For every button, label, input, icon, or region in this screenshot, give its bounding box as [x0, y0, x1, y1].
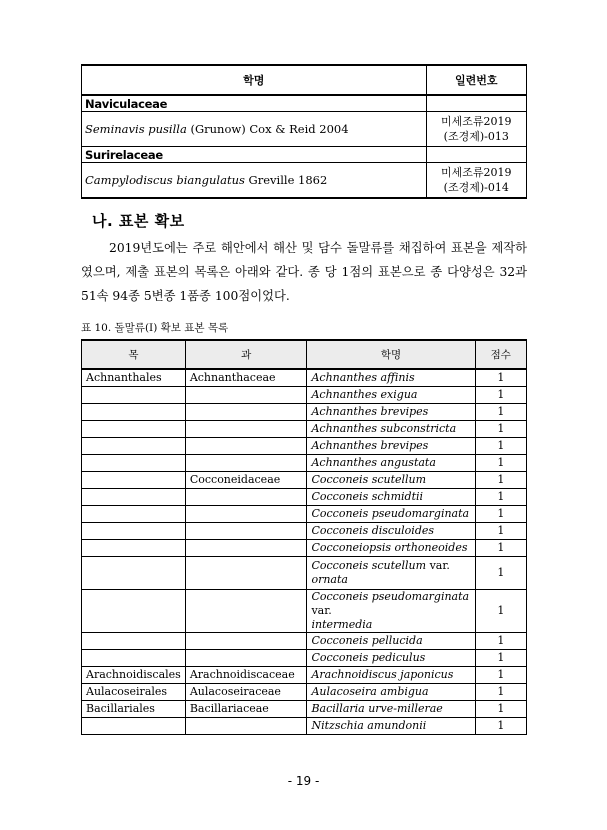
order-cell [82, 455, 186, 472]
count-cell: 1 [475, 369, 526, 387]
serial-number [426, 112, 526, 147]
species-row [82, 163, 527, 199]
table-row [82, 387, 527, 404]
count-cell: 1 [475, 557, 526, 590]
header-scientific-name: 학명 [307, 340, 475, 369]
section-paragraph [81, 236, 527, 308]
count-cell: 1 [475, 387, 526, 404]
scientific-name-cell [307, 369, 475, 387]
species-serial-table [81, 64, 527, 199]
species-author: (Grunow) Cox & Reid 2004 [186, 122, 349, 136]
header-order: 목 [82, 340, 186, 369]
table-row [82, 650, 527, 667]
scientific-name: Achnanthes brevipes [311, 405, 429, 418]
family-cell [185, 387, 307, 404]
variety-label: var. [429, 559, 450, 572]
scientific-name: Cocconeis pseudomarginata [311, 590, 470, 603]
scientific-name: Nitzschia amundonii [311, 719, 427, 732]
order-cell: Arachnoidiscales [82, 667, 186, 684]
paragraph-text: 2019년도에는 주로 해안에서 해산 및 담수 돌말류를 채집하여 표본을 제작하였으며, 제출 표본의 목록은 아래와 같다. 종 당 1점의 표본으로 종 다양성은 32과 51속 94종 5변종 1품종 100점이었다. [81, 241, 527, 303]
scientific-name-cell [307, 667, 475, 684]
serial-line-1: 미세조류2019 [441, 115, 512, 128]
scientific-name-cell [307, 718, 475, 735]
scientific-name: Achnanthes exigua [311, 388, 418, 401]
family-cell [185, 650, 307, 667]
family-cell [185, 523, 307, 540]
order-cell [82, 438, 186, 455]
scientific-name-cell [307, 489, 475, 506]
header-count: 점수 [475, 340, 526, 369]
order-cell [82, 472, 186, 489]
count-cell: 1 [475, 421, 526, 438]
table-row [82, 438, 527, 455]
species-name [82, 163, 427, 199]
table-caption: 표 10. 돌말류(Ⅰ) 확보 표본 목록 [81, 322, 229, 334]
family-cell [185, 489, 307, 506]
count-cell: 1 [475, 718, 526, 735]
order-cell: Bacillariales [82, 701, 186, 718]
scientific-name: Cocconeis disculoides [311, 524, 435, 537]
table-row [82, 557, 527, 590]
variety-name: intermedia [311, 618, 373, 631]
scientific-name-cell [307, 633, 475, 650]
table-row [82, 667, 527, 684]
family-cell: Achnanthaceae [185, 369, 307, 387]
scientific-name-cell [307, 684, 475, 701]
scientific-name-cell [307, 557, 475, 590]
table-row [82, 684, 527, 701]
scientific-name-cell [307, 590, 475, 633]
count-cell: 1 [475, 701, 526, 718]
order-cell: Achnanthales [82, 369, 186, 387]
scientific-name: Achnanthes subconstricta [311, 422, 457, 435]
count-cell: 1 [475, 523, 526, 540]
scientific-name-cell [307, 523, 475, 540]
specimen-list-body [82, 369, 527, 735]
family-cell: Cocconeidaceae [185, 472, 307, 489]
variety-label: var. [311, 604, 332, 617]
table-row [82, 472, 527, 489]
family-cell: Bacillariaceae [185, 701, 307, 718]
family-cell [185, 540, 307, 557]
species-italic: Seminavis pusilla [85, 122, 187, 136]
count-cell: 1 [475, 633, 526, 650]
scientific-name-cell [307, 455, 475, 472]
species-italic: Campylodiscus biangulatus [85, 173, 245, 187]
order-cell [82, 540, 186, 557]
serial-line-1: 미세조류2019 [441, 166, 512, 179]
scientific-name: Cocconeiopsis orthoneoides [311, 541, 468, 554]
scientific-name: Aulacoseira ambigua [311, 685, 429, 698]
count-cell: 1 [475, 472, 526, 489]
scientific-name-cell [307, 387, 475, 404]
empty-cell [426, 147, 526, 163]
scientific-name-cell [307, 701, 475, 718]
family-cell [185, 718, 307, 735]
count-cell: 1 [475, 455, 526, 472]
scientific-name-cell [307, 472, 475, 489]
table-row [82, 369, 527, 387]
scientific-name-cell [307, 540, 475, 557]
scientific-name: Achnanthes angustata [311, 456, 436, 469]
order-cell [82, 590, 186, 633]
order-cell [82, 506, 186, 523]
family-cell [185, 404, 307, 421]
order-cell [82, 633, 186, 650]
table-row [82, 404, 527, 421]
table-row [82, 590, 527, 633]
species-name [82, 112, 427, 147]
count-cell: 1 [475, 667, 526, 684]
order-cell [82, 718, 186, 735]
section-title: 나. 표본 확보 [92, 212, 185, 230]
family-cell [185, 438, 307, 455]
family-row [82, 147, 527, 163]
species-row [82, 112, 527, 147]
scientific-name: Achnanthes brevipes [311, 439, 429, 452]
count-cell: 1 [475, 684, 526, 701]
scientific-name: Cocconeis pediculus [311, 651, 426, 664]
order-cell [82, 404, 186, 421]
count-cell: 1 [475, 540, 526, 557]
variety-name: ornata [311, 573, 348, 586]
table-row [82, 506, 527, 523]
order-cell [82, 421, 186, 438]
table-row [82, 718, 527, 735]
scientific-name-cell [307, 421, 475, 438]
table-row [82, 523, 527, 540]
serial-line-2: (조경제)-014 [443, 181, 509, 194]
order-cell [82, 557, 186, 590]
count-cell: 1 [475, 489, 526, 506]
family-cell: Aulacoseiraceae [185, 684, 307, 701]
count-cell: 1 [475, 590, 526, 633]
order-cell [82, 387, 186, 404]
scientific-name: Cocconeis pellucida [311, 634, 423, 647]
count-cell: 1 [475, 506, 526, 523]
scientific-name: Cocconeis pseudomarginata [311, 507, 470, 520]
scientific-name: Bacillaria urve-millerae [311, 702, 443, 715]
scientific-name: Arachnoidiscus japonicus [311, 668, 454, 681]
family-cell [185, 506, 307, 523]
family-cell [185, 455, 307, 472]
specimen-list-table [81, 339, 527, 735]
table-row [82, 701, 527, 718]
family-cell [185, 590, 307, 633]
family-name: Surirelaceae [82, 147, 427, 163]
scientific-name: Cocconeis schmidtii [311, 490, 424, 503]
family-cell: Arachnoidiscaceae [185, 667, 307, 684]
order-cell [82, 489, 186, 506]
scientific-name: Achnanthes affinis [311, 371, 415, 384]
family-cell [185, 557, 307, 590]
table-row [82, 489, 527, 506]
serial-number [426, 163, 526, 199]
count-cell: 1 [475, 650, 526, 667]
scientific-name-cell [307, 438, 475, 455]
table-row [82, 421, 527, 438]
count-cell: 1 [475, 404, 526, 421]
order-cell [82, 650, 186, 667]
table-row [82, 540, 527, 557]
scientific-name-cell [307, 506, 475, 523]
count-cell: 1 [475, 438, 526, 455]
scientific-name: Cocconeis scutellum [311, 559, 427, 572]
order-cell [82, 523, 186, 540]
header-scientific-name: 학명 [82, 65, 427, 95]
empty-cell [426, 95, 526, 112]
family-row [82, 95, 527, 112]
header-family: 과 [185, 340, 307, 369]
scientific-name: Cocconeis scutellum [311, 473, 427, 486]
table-row [82, 455, 527, 472]
family-cell [185, 421, 307, 438]
header-serial-number: 일련번호 [426, 65, 526, 95]
page-number: - 19 - [287, 774, 320, 788]
serial-line-2: (조경제)-013 [443, 130, 509, 143]
family-name: Naviculaceae [82, 95, 427, 112]
order-cell: Aulacoseirales [82, 684, 186, 701]
table-row [82, 633, 527, 650]
species-author: Greville 1862 [244, 173, 328, 187]
scientific-name-cell [307, 650, 475, 667]
family-cell [185, 633, 307, 650]
scientific-name-cell [307, 404, 475, 421]
